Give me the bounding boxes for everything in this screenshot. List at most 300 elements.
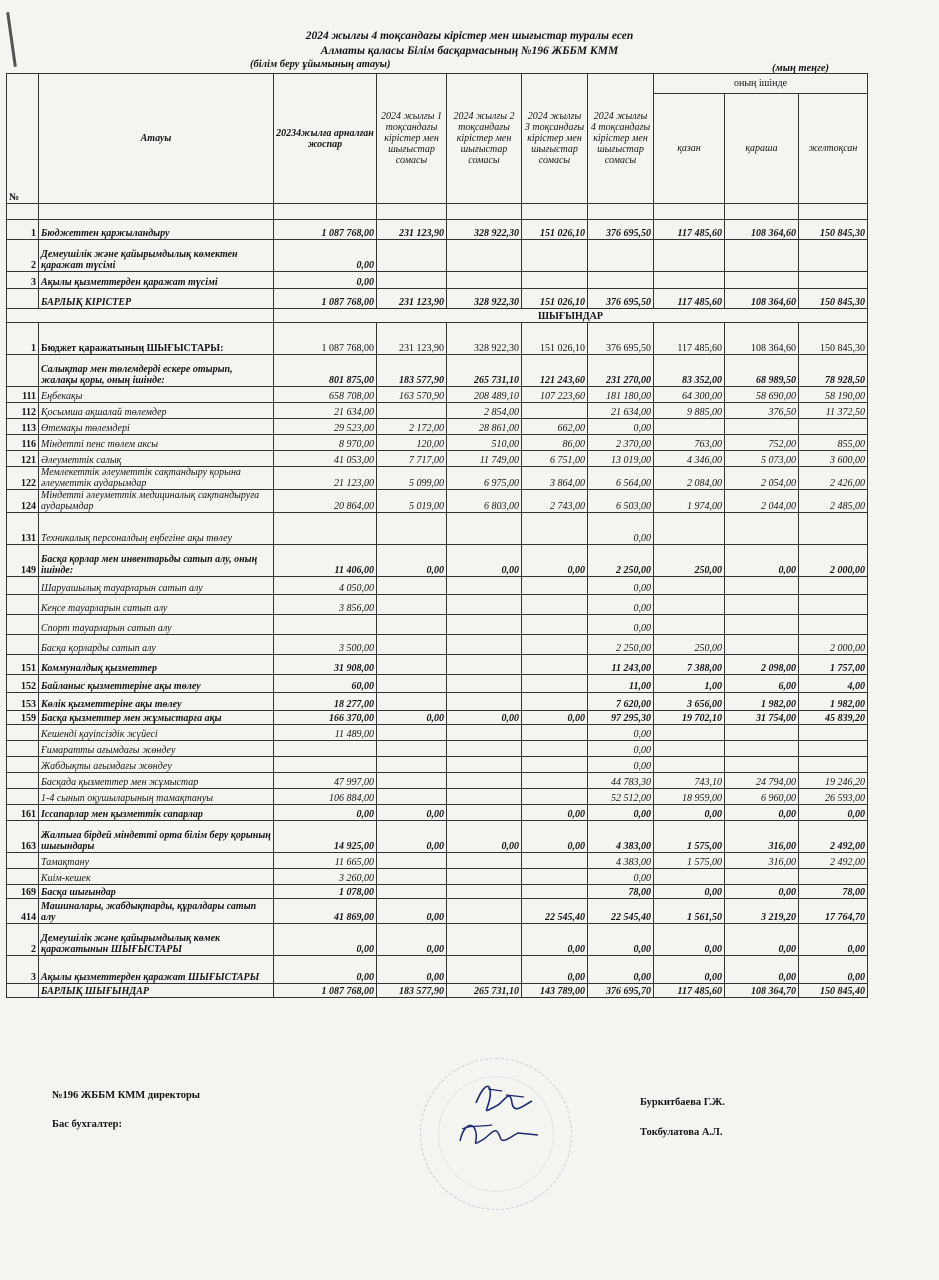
row-number: 153 xyxy=(7,693,39,711)
row-value: 3 260,00 xyxy=(274,869,377,885)
accountant-name: Токбулатова А.Л. xyxy=(640,1127,723,1138)
row-name: Техникалық персоналдың еңбегіне ақы төлеу xyxy=(39,513,274,545)
row-value: 0,00 xyxy=(588,615,654,635)
row-value: 0,00 xyxy=(522,956,588,984)
row-value xyxy=(654,419,725,435)
row-value: 658 708,00 xyxy=(274,387,377,403)
spacer-cell xyxy=(588,204,654,220)
spacer-cell xyxy=(447,204,522,220)
row-value xyxy=(799,272,868,289)
row-value: 0,00 xyxy=(725,956,799,984)
row-value: 250,00 xyxy=(654,635,725,655)
row-number: 161 xyxy=(7,805,39,821)
row-name: Ақылы қызметтерден қаражат түсімі xyxy=(39,272,274,289)
row-number: 2 xyxy=(7,240,39,272)
row-value: 2 370,00 xyxy=(588,435,654,451)
row-number xyxy=(7,789,39,805)
row-value xyxy=(447,595,522,615)
row-name: Спорт тауарларын сатып алу xyxy=(39,615,274,635)
row-value xyxy=(522,272,588,289)
row-value: 0,00 xyxy=(377,956,447,984)
row-value xyxy=(654,757,725,773)
row-value xyxy=(447,240,522,272)
table-row xyxy=(7,655,868,675)
row-value: 265 731,10 xyxy=(447,355,522,387)
row-value: 150 845,30 xyxy=(799,323,868,355)
row-value xyxy=(447,655,522,675)
row-name: Көлік қызметтеріне ақы төлеу xyxy=(39,693,274,711)
row-value xyxy=(799,419,868,435)
row-value: 2 098,00 xyxy=(725,655,799,675)
row-value: 24 794,00 xyxy=(725,773,799,789)
row-value: 265 731,10 xyxy=(447,984,522,998)
row-value: 0,00 xyxy=(588,419,654,435)
row-value: 328 922,30 xyxy=(447,289,522,309)
row-value xyxy=(447,272,522,289)
col-name: Атауы xyxy=(39,74,274,204)
row-value xyxy=(377,595,447,615)
row-value: 52 512,00 xyxy=(588,789,654,805)
row-value: 1 974,00 xyxy=(654,490,725,513)
row-value xyxy=(377,693,447,711)
director-name: Буркитбаева Г.Ж. xyxy=(640,1097,725,1108)
row-value: 117 485,60 xyxy=(654,323,725,355)
table-row xyxy=(7,403,868,419)
table-row xyxy=(7,435,868,451)
row-value: 2 172,00 xyxy=(377,419,447,435)
row-name: Жабдықты ағымдағы жөндеу xyxy=(39,757,274,773)
row-value: 328 922,30 xyxy=(447,220,522,240)
table-row xyxy=(7,615,868,635)
row-number xyxy=(7,757,39,773)
row-value xyxy=(377,635,447,655)
col-q2: 2024 жылғы 2 тоқсандағы кірістер мен шығыстар сомасы xyxy=(447,74,522,204)
row-value: 0,00 xyxy=(377,924,447,956)
row-value: 1 575,00 xyxy=(654,821,725,853)
row-value: 376 695,50 xyxy=(588,220,654,240)
row-value: 743,10 xyxy=(654,773,725,789)
row-value xyxy=(725,635,799,655)
row-name: Мемлекеттік әлеуметтік сақтандыру қорына әлеуметтік аударымдар xyxy=(39,467,274,490)
row-value: 11 372,50 xyxy=(799,403,868,419)
row-value: 58 690,00 xyxy=(725,387,799,403)
row-value: 0,00 xyxy=(447,821,522,853)
row-value: 2 250,00 xyxy=(588,545,654,577)
row-value: 78,00 xyxy=(588,885,654,899)
row-value: 0,00 xyxy=(522,924,588,956)
row-name: Кеңсе тауарларын сатып алу xyxy=(39,595,274,615)
row-name: Салықтар мен төлемдерді ескере отырып, жалақы қоры, оның ішінде: xyxy=(39,355,274,387)
row-number: 414 xyxy=(7,899,39,924)
row-value: 166 370,00 xyxy=(274,711,377,725)
row-value: 41 869,00 xyxy=(274,899,377,924)
row-number xyxy=(7,577,39,595)
row-value xyxy=(377,240,447,272)
row-value: 5 019,00 xyxy=(377,490,447,513)
row-value: 208 489,10 xyxy=(447,387,522,403)
row-value xyxy=(654,595,725,615)
row-name: Міндетті пенс төлем аксы xyxy=(39,435,274,451)
row-value: 231 123,90 xyxy=(377,323,447,355)
col-q4: 2024 жылғы 4 тоқсандағы кірістер мен шығыстар сомасы xyxy=(588,74,654,204)
row-value xyxy=(274,513,377,545)
row-value: 150 845,30 xyxy=(799,220,868,240)
row-value: 11,00 xyxy=(588,675,654,693)
row-value xyxy=(799,577,868,595)
row-number: 3 xyxy=(7,272,39,289)
row-value: 21 634,00 xyxy=(274,403,377,419)
row-number xyxy=(7,725,39,741)
row-value xyxy=(377,773,447,789)
row-value: 108 364,60 xyxy=(725,323,799,355)
row-value xyxy=(377,655,447,675)
row-value: 3 856,00 xyxy=(274,595,377,615)
row-value: 763,00 xyxy=(654,435,725,451)
row-value xyxy=(274,615,377,635)
row-name: Кешенді қауіпсіздік жүйесі xyxy=(39,725,274,741)
row-value: 376,50 xyxy=(725,403,799,419)
row-value: 83 352,00 xyxy=(654,355,725,387)
row-value: 4 383,00 xyxy=(588,853,654,869)
col-oct: қазан xyxy=(654,94,725,204)
row-number xyxy=(7,635,39,655)
row-value: 1 982,00 xyxy=(725,693,799,711)
row-value: 0,00 xyxy=(588,513,654,545)
row-number: 121 xyxy=(7,451,39,467)
row-value xyxy=(447,924,522,956)
row-number xyxy=(7,615,39,635)
row-value: 1 087 768,00 xyxy=(274,220,377,240)
row-value xyxy=(377,757,447,773)
row-value xyxy=(725,595,799,615)
row-value xyxy=(522,885,588,899)
row-value: 143 789,00 xyxy=(522,984,588,998)
row-value xyxy=(377,272,447,289)
col-nov: қараша xyxy=(725,94,799,204)
row-value xyxy=(522,655,588,675)
row-value: 0,00 xyxy=(522,821,588,853)
row-value xyxy=(522,615,588,635)
row-value: 68 989,50 xyxy=(725,355,799,387)
table-row xyxy=(7,419,868,435)
row-value: 0,00 xyxy=(654,885,725,899)
row-value: 181 180,00 xyxy=(588,387,654,403)
report-table xyxy=(6,73,868,998)
row-value: 58 190,00 xyxy=(799,387,868,403)
row-number: 159 xyxy=(7,711,39,725)
row-name: Коммуналдық қызметтер xyxy=(39,655,274,675)
row-value: 2 485,00 xyxy=(799,490,868,513)
row-value xyxy=(725,757,799,773)
row-value: 14 925,00 xyxy=(274,821,377,853)
row-value: 2 250,00 xyxy=(588,635,654,655)
spacer-cell xyxy=(654,204,725,220)
table-row xyxy=(7,757,868,773)
row-value: 0,00 xyxy=(588,757,654,773)
row-value: 0,00 xyxy=(588,741,654,757)
row-value xyxy=(447,693,522,711)
row-value: 108 364,70 xyxy=(725,984,799,998)
row-name: БАРЛЫҚ КІРІСТЕР xyxy=(39,289,274,309)
row-value: 163 570,90 xyxy=(377,387,447,403)
row-number xyxy=(7,355,39,387)
row-value: 22 545,40 xyxy=(588,899,654,924)
row-value: 31 754,00 xyxy=(725,711,799,725)
row-value: 0,00 xyxy=(377,899,447,924)
row-name: Тамақтану xyxy=(39,853,274,869)
row-value xyxy=(522,757,588,773)
row-value: 22 545,40 xyxy=(522,899,588,924)
row-value: 9 885,00 xyxy=(654,403,725,419)
row-value: 231 123,90 xyxy=(377,289,447,309)
row-value: 6 564,00 xyxy=(588,467,654,490)
row-number: 163 xyxy=(7,821,39,853)
row-value xyxy=(447,757,522,773)
col-q3: 2024 жылғы 3 тоқсандағы кірістер мен шығыстар сомасы xyxy=(522,74,588,204)
row-name: Демеушілік және қайырымдылық көмектен қаражат түсімі xyxy=(39,240,274,272)
row-number: 122 xyxy=(7,467,39,490)
row-value xyxy=(799,725,868,741)
row-name: Қосымша ақшалай төлемдер xyxy=(39,403,274,419)
row-value xyxy=(377,741,447,757)
row-value: 11 489,00 xyxy=(274,725,377,741)
row-value: 0,00 xyxy=(274,272,377,289)
row-value: 2 743,00 xyxy=(522,490,588,513)
row-value xyxy=(522,789,588,805)
spacer-cell xyxy=(799,204,868,220)
row-value xyxy=(522,240,588,272)
row-value: 20 864,00 xyxy=(274,490,377,513)
row-value: 6 960,00 xyxy=(725,789,799,805)
row-name: БАРЛЫҚ ШЫҒЫНДАР xyxy=(39,984,274,998)
row-value: 250,00 xyxy=(654,545,725,577)
row-value: 21 123,00 xyxy=(274,467,377,490)
row-value xyxy=(522,773,588,789)
table-row xyxy=(7,240,868,272)
report-subtitle: Алматы қаласы Білім басқармасының №196 ЖББМ КММ xyxy=(320,45,619,57)
row-number xyxy=(7,869,39,885)
row-value: 0,00 xyxy=(799,924,868,956)
row-value: 64 300,00 xyxy=(654,387,725,403)
row-value: 44 783,30 xyxy=(588,773,654,789)
row-value: 29 523,00 xyxy=(274,419,377,435)
row-value: 0,00 xyxy=(588,956,654,984)
row-name: Міндетті әлеуметтік медициналық сақтандыруға аударымдар xyxy=(39,490,274,513)
row-value xyxy=(377,789,447,805)
row-value: 7 620,00 xyxy=(588,693,654,711)
row-value: 0,00 xyxy=(274,805,377,821)
row-number xyxy=(7,289,39,309)
row-value: 1 982,00 xyxy=(799,693,868,711)
row-value: 2 084,00 xyxy=(654,467,725,490)
row-value xyxy=(377,675,447,693)
row-value xyxy=(447,899,522,924)
row-number xyxy=(7,595,39,615)
row-value: 231 123,90 xyxy=(377,220,447,240)
row-value: 107 223,60 xyxy=(522,387,588,403)
unit-note: (мың теңге) xyxy=(772,63,829,74)
row-value xyxy=(799,757,868,773)
row-value: 7 388,00 xyxy=(654,655,725,675)
row-value: 6 803,00 xyxy=(447,490,522,513)
row-value: 1 078,00 xyxy=(274,885,377,899)
row-value: 0,00 xyxy=(725,924,799,956)
row-value: 6 503,00 xyxy=(588,490,654,513)
row-value: 0,00 xyxy=(799,956,868,984)
row-value: 0,00 xyxy=(377,711,447,725)
row-value: 0,00 xyxy=(725,885,799,899)
row-value xyxy=(447,805,522,821)
row-name: Ғимаратты ағымдағы жөндеу xyxy=(39,741,274,757)
row-value: 4 050,00 xyxy=(274,577,377,595)
row-value xyxy=(447,615,522,635)
row-number: 1 xyxy=(7,220,39,240)
row-number xyxy=(7,984,39,998)
row-value: 26 593,00 xyxy=(799,789,868,805)
row-value: 121 243,60 xyxy=(522,355,588,387)
row-number: 152 xyxy=(7,675,39,693)
row-value xyxy=(522,577,588,595)
table-row xyxy=(7,711,868,725)
row-value: 3 500,00 xyxy=(274,635,377,655)
row-value: 151 026,10 xyxy=(522,323,588,355)
row-value xyxy=(377,885,447,899)
row-number: 151 xyxy=(7,655,39,675)
row-value: 0,00 xyxy=(377,545,447,577)
table-row xyxy=(7,675,868,693)
row-value: 108 364,60 xyxy=(725,220,799,240)
row-value: 21 634,00 xyxy=(588,403,654,419)
row-value: 86,00 xyxy=(522,435,588,451)
row-value: 0,00 xyxy=(522,711,588,725)
table-row xyxy=(7,220,868,240)
row-value: 3 864,00 xyxy=(522,467,588,490)
row-value xyxy=(447,725,522,741)
row-value: 0,00 xyxy=(725,545,799,577)
table-row xyxy=(7,821,868,853)
row-value xyxy=(274,741,377,757)
row-value xyxy=(447,577,522,595)
row-value: 19 246,20 xyxy=(799,773,868,789)
row-value xyxy=(799,869,868,885)
row-value: 855,00 xyxy=(799,435,868,451)
table-row xyxy=(7,490,868,513)
row-value: 1 561,50 xyxy=(654,899,725,924)
row-value xyxy=(725,869,799,885)
row-value: 108 364,60 xyxy=(725,289,799,309)
row-value xyxy=(377,725,447,741)
row-value: 47 997,00 xyxy=(274,773,377,789)
row-value xyxy=(377,869,447,885)
row-value: 5 073,00 xyxy=(725,451,799,467)
row-value xyxy=(447,513,522,545)
row-value xyxy=(377,853,447,869)
row-value xyxy=(447,675,522,693)
row-value: 2 000,00 xyxy=(799,635,868,655)
spacer-cell xyxy=(377,204,447,220)
row-value: 150 845,40 xyxy=(799,984,868,998)
row-value: 231 270,00 xyxy=(588,355,654,387)
table-row xyxy=(7,853,868,869)
table-row xyxy=(7,577,868,595)
row-value xyxy=(725,615,799,635)
table-row xyxy=(7,272,868,289)
row-value xyxy=(522,635,588,655)
row-value: 3 656,00 xyxy=(654,693,725,711)
row-value xyxy=(725,240,799,272)
row-value xyxy=(799,240,868,272)
row-value: 3 219,20 xyxy=(725,899,799,924)
table-row xyxy=(7,693,868,711)
row-value xyxy=(522,513,588,545)
row-name: Жалпыға бірдей міндетті орта білім беру қорының шығындары xyxy=(39,821,274,853)
row-value xyxy=(522,693,588,711)
row-name: Басқа қорлар мен инвентарьды сатып алу, оның ішінде: xyxy=(39,545,274,577)
row-value: 376 695,50 xyxy=(588,323,654,355)
row-value: 0,00 xyxy=(274,924,377,956)
row-number: 3 xyxy=(7,956,39,984)
row-name: 1-4 сынып оқушыларының тамақтануы xyxy=(39,789,274,805)
row-number xyxy=(7,741,39,757)
row-value: 183 577,90 xyxy=(377,355,447,387)
row-value: 13 019,00 xyxy=(588,451,654,467)
row-value: 752,00 xyxy=(725,435,799,451)
row-name: Киім-кешек xyxy=(39,869,274,885)
row-value: 28 861,00 xyxy=(447,419,522,435)
row-value: 41 053,00 xyxy=(274,451,377,467)
row-value xyxy=(447,956,522,984)
spacer-cell xyxy=(39,204,274,220)
row-value xyxy=(799,513,868,545)
row-number: 149 xyxy=(7,545,39,577)
row-value: 316,00 xyxy=(725,821,799,853)
row-value: 150 845,30 xyxy=(799,289,868,309)
row-value: 117 485,60 xyxy=(654,220,725,240)
table-row xyxy=(7,355,868,387)
row-value: 11 749,00 xyxy=(447,451,522,467)
row-value: 0,00 xyxy=(654,924,725,956)
row-value: 328 922,30 xyxy=(447,323,522,355)
row-value: 0,00 xyxy=(588,725,654,741)
table-row xyxy=(7,635,868,655)
row-value: 6 975,00 xyxy=(447,467,522,490)
row-value: 0,00 xyxy=(725,805,799,821)
row-value: 120,00 xyxy=(377,435,447,451)
table-row xyxy=(7,984,868,998)
row-value xyxy=(522,675,588,693)
row-value xyxy=(654,272,725,289)
row-value xyxy=(654,869,725,885)
table-row xyxy=(7,885,868,899)
row-value: 11 243,00 xyxy=(588,655,654,675)
row-name: Демеушілік және қайырымдылық көмек қаражатынын ШЫҒЫСТАРЫ xyxy=(39,924,274,956)
row-name: Бюджет қаражатының ШЫҒЫСТАРЫ: xyxy=(39,323,274,355)
section-row xyxy=(7,309,868,323)
row-value xyxy=(447,885,522,899)
row-value: 5 099,00 xyxy=(377,467,447,490)
row-name: Бюджеттен қаржыландыру xyxy=(39,220,274,240)
row-value: 316,00 xyxy=(725,853,799,869)
row-value: 183 577,90 xyxy=(377,984,447,998)
table-row xyxy=(7,956,868,984)
row-value: 1 087 768,00 xyxy=(274,323,377,355)
spacer-cell xyxy=(725,204,799,220)
row-name: Басқа қорларды сатып алу xyxy=(39,635,274,655)
row-number: 2 xyxy=(7,924,39,956)
row-name: Байланыс қызметтеріне ақы төлеу xyxy=(39,675,274,693)
row-value: 0,00 xyxy=(588,805,654,821)
row-value: 11 406,00 xyxy=(274,545,377,577)
